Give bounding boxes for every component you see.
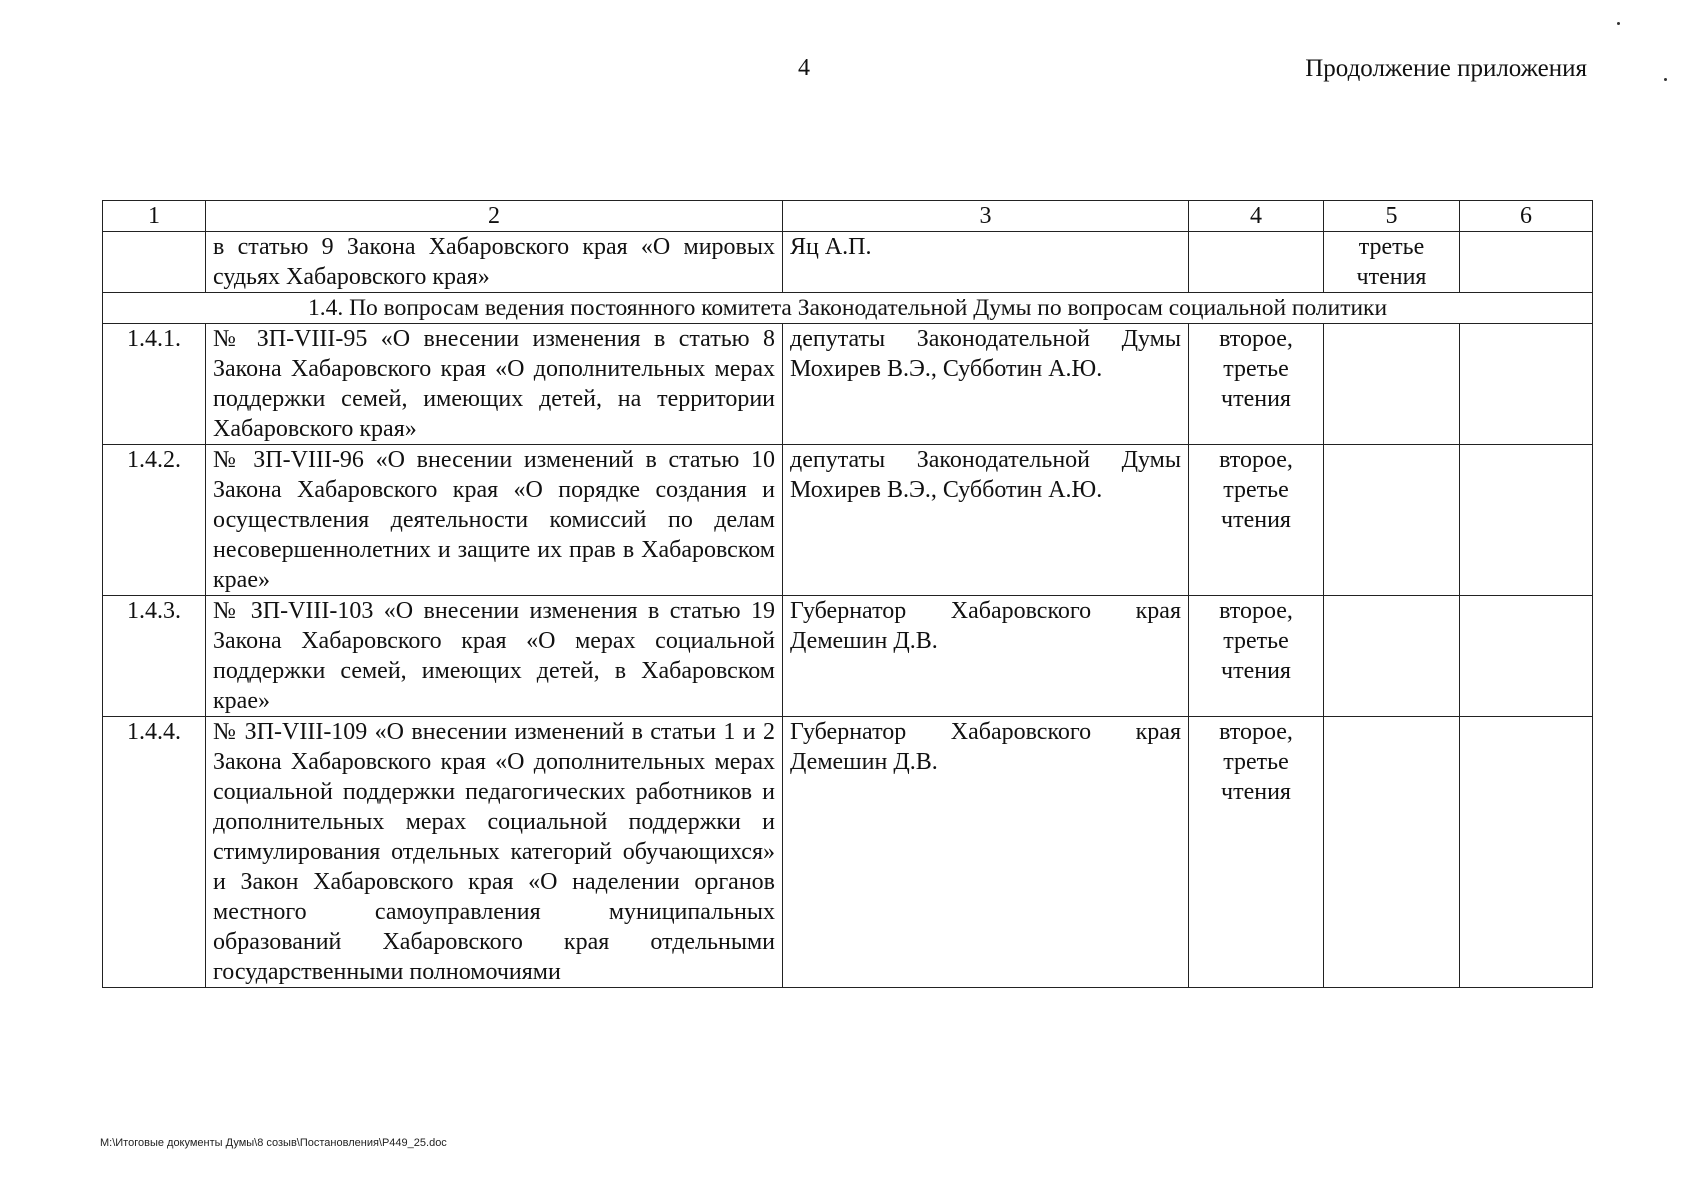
column-6-cell	[1460, 232, 1593, 293]
table-row	[103, 324, 1593, 445]
column-5-cell: третье чтения	[1324, 232, 1460, 293]
section-row	[103, 293, 1593, 324]
continuation-label: Продолжение приложения	[1305, 55, 1587, 82]
column-header: 3	[783, 201, 1189, 232]
row-number: 1.4.3.	[103, 596, 206, 717]
file-path-footer: M:\Итоговые документы Думы\8 созыв\Постановления\P449_25.doc	[100, 1137, 447, 1149]
bill-author: Яц А.П.	[783, 232, 1189, 293]
column-6-cell	[1460, 324, 1593, 445]
bill-title: № ЗП-VIII-103 «О внесении изменения в статью 19 Закона Хабаровского края «О мерах социальной поддержки семей, имеющих детей, в Хабаровском крае»	[206, 596, 783, 717]
column-header: 2	[206, 201, 783, 232]
table-row	[103, 596, 1593, 717]
column-6-cell	[1460, 596, 1593, 717]
bill-title: в статью 9 Закона Хабаровского края «О мировых судьях Хабаровского края»	[206, 232, 783, 293]
reading-stage: второе, третье чтения	[1189, 717, 1324, 988]
row-number: 1.4.2.	[103, 445, 206, 596]
plan-table	[102, 200, 1593, 988]
section-title: 1.4. По вопросам ведения постоянного комитета Законодательной Думы по вопросам социальной политики	[103, 293, 1593, 324]
row-number: 1.4.4.	[103, 717, 206, 988]
reading-stage: второе, третье чтения	[1189, 445, 1324, 596]
table-row	[103, 445, 1593, 596]
bill-title: № ЗП-VIII-109 «О внесении изменений в статьи 1 и 2 Закона Хабаровского края «О дополнительных мерах социальной поддержки педагогических работников и дополнительных мерах социальной поддержки и стимулирования отдельных категорий обучающихся» и Закон Хабаровского края «О наделении органов местного самоуправления муниципальных образований Хабаровского края отдельными государственными полномочиями	[206, 717, 783, 988]
bill-title: № ЗП-VIII-95 «О внесении изменения в статью 8 Закона Хабаровского края «О дополнительных мерах поддержки семей, имеющих детей, на территории Хабаровского края»	[206, 324, 783, 445]
reading-stage: второе, третье чтения	[1189, 324, 1324, 445]
table-row	[103, 232, 1593, 293]
column-header: 1	[103, 201, 206, 232]
reading-stage	[1189, 232, 1324, 293]
column-6-cell	[1460, 445, 1593, 596]
bill-author: депутаты Законодательной Думы Мохирев В.Э., Субботин А.Ю.	[783, 324, 1189, 445]
page-number: 4	[798, 55, 810, 81]
column-header: 4	[1189, 201, 1324, 232]
column-5-cell	[1324, 717, 1460, 988]
scan-speck	[1617, 22, 1620, 25]
row-number	[103, 232, 206, 293]
table-row	[103, 717, 1593, 988]
column-number-row	[103, 201, 1593, 232]
bill-author: депутаты Законодательной Думы Мохирев В.Э., Субботин А.Ю.	[783, 445, 1189, 596]
column-5-cell	[1324, 596, 1460, 717]
column-header: 5	[1324, 201, 1460, 232]
scan-speck	[1664, 78, 1667, 81]
column-6-cell	[1460, 717, 1593, 988]
column-5-cell	[1324, 324, 1460, 445]
column-5-cell	[1324, 445, 1460, 596]
reading-stage: второе, третье чтения	[1189, 596, 1324, 717]
bill-author: Губернатор Хабаровского края Демешин Д.В.	[783, 596, 1189, 717]
column-header: 6	[1460, 201, 1593, 232]
bill-title: № ЗП-VIII-96 «О внесении изменений в статью 10 Закона Хабаровского края «О порядке создания и осуществления деятельности комиссий по делам несовершеннолетних и защите их прав в Хабаровском крае»	[206, 445, 783, 596]
row-number: 1.4.1.	[103, 324, 206, 445]
bill-author: Губернатор Хабаровского края Демешин Д.В.	[783, 717, 1189, 988]
